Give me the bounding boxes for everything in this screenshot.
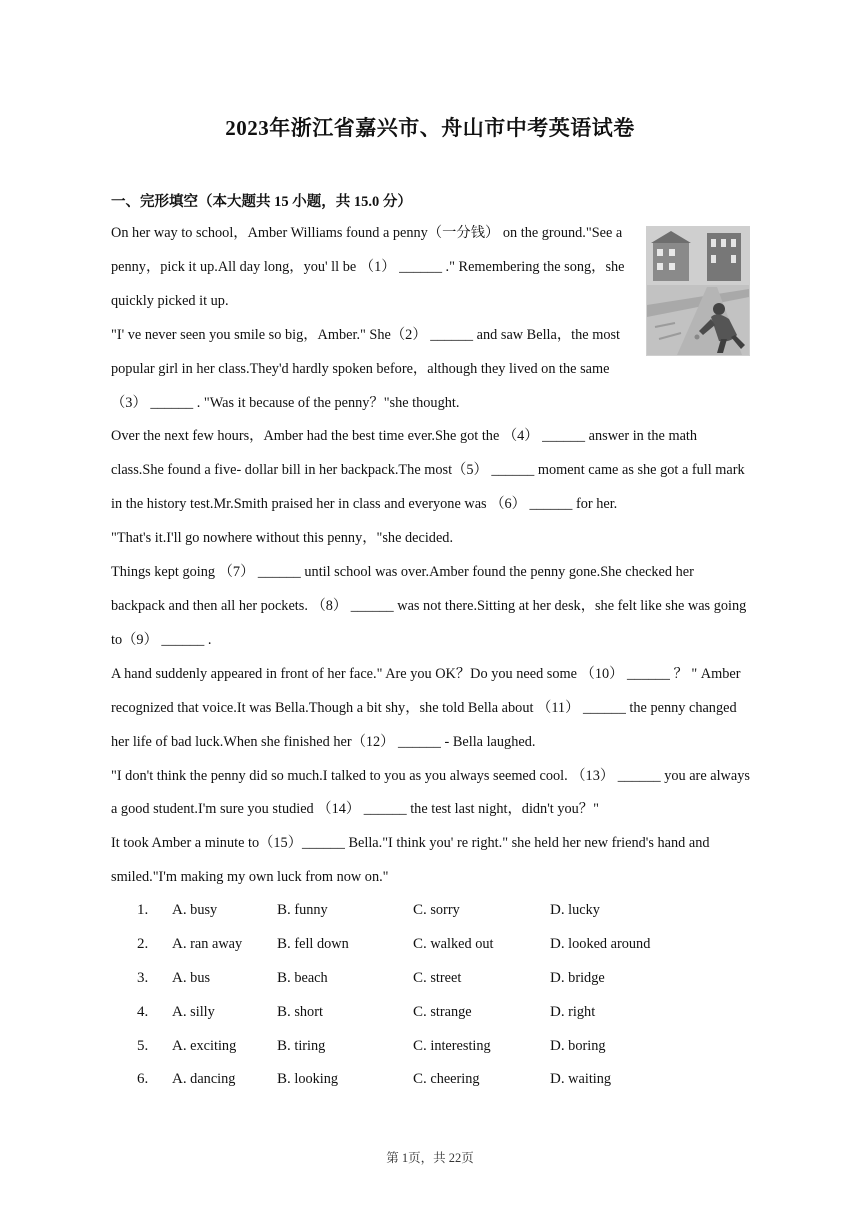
option-d[interactable]: D. boring: [550, 1037, 606, 1054]
passage-paragraph: "That's it.I'll go nowhere without this penny，"she decided.: [111, 530, 454, 547]
question-number: 5.: [137, 1037, 149, 1054]
question-number: 3.: [137, 969, 149, 986]
option-d[interactable]: D. looked around: [550, 935, 651, 952]
option-a[interactable]: A. dancing: [172, 1071, 236, 1088]
option-c[interactable]: C. street: [413, 969, 462, 986]
option-a[interactable]: A. busy: [172, 902, 218, 918]
option-c[interactable]: C. cheering: [413, 1071, 480, 1088]
section-heading: 一、完形填空（本大题共 15 小题，共 15.0 分）: [111, 194, 412, 210]
option-a[interactable]: A. bus: [172, 969, 211, 986]
question-number: 2.: [137, 935, 149, 952]
passage-paragraph: "I don't think the penny did so much.I talked to you as you always seemed cool. （13） ______ you are always a good student.I'm sure you studied （14） ______ the test last night，didn't you？": [111, 767, 750, 818]
answer-options: [111, 894, 751, 1097]
question-number: 4.: [137, 1003, 149, 1020]
passage-paragraph: It took Amber a minute to（15）______ Bella."I think you' re right." she held her new friend's hand and smiled."I'm making my own luck from now on.": [111, 835, 710, 886]
option-d[interactable]: D. waiting: [550, 1071, 612, 1088]
question-row: [111, 1030, 751, 1064]
question-number: 1.: [137, 902, 149, 918]
question-row: [111, 962, 751, 996]
passage-paragraph: Over the next few hours，Amber had the best time ever.She got the （4） ______ answer in the math class.She found a five- dollar bill in her backpack.The most（5） ______ moment came as she got a full mark in the history test.Mr.Smith praised her in class and everyone was （6） ______ for her.: [111, 428, 745, 513]
option-b[interactable]: B. fell down: [277, 935, 349, 952]
option-c[interactable]: C. strange: [413, 1003, 472, 1020]
option-b[interactable]: B. tiring: [277, 1037, 326, 1054]
passage-paragraph: On her way to school，Amber Williams found a penny（一分钱） on the ground."See a penny，pick it up.All day long，you' ll be （1） ______ ." Remembering the song，she quickly picked it up.: [111, 225, 625, 309]
question-row: [111, 928, 751, 962]
passage-paragraph: A hand suddenly appeared in front of her face." Are you OK？Do you need some （10） ______ ？ " Amber recognized that voice.It was Bella.Though a bit shy，she told Bella about （11） ______ the penny changed her life of bad luck.When she finished her（12） ______ - Bella laughed.: [111, 665, 741, 750]
option-b[interactable]: B. short: [277, 1003, 323, 1020]
option-b[interactable]: B. looking: [277, 1071, 339, 1088]
passage-paragraph: Things kept going （7） ______ until school was over.Amber found the penny gone.She checked her backpack and then all her pockets. （8） ______ was not there.Sitting at her desk，she felt like she was going to（9） ______ .: [111, 564, 747, 648]
option-b[interactable]: B. funny: [277, 902, 328, 918]
option-c[interactable]: C. interesting: [413, 1037, 491, 1054]
passage-paragraph: "I' ve never seen you smile so big，Amber." She（2） ______ and saw Bella，the most popular girl in her class.They'd hardly spoken before，although they lived on the same （3） ______ . "Was it because of the penny？"she thought.: [111, 326, 620, 411]
option-d[interactable]: D. lucky: [550, 902, 600, 918]
page-title: 2023年浙江省嘉兴市、舟山市中考英语试卷: [225, 116, 635, 140]
question-row: [111, 996, 751, 1030]
page-footer: 第 1页，共 22页: [386, 1151, 474, 1165]
question-row: [111, 894, 751, 928]
option-a[interactable]: A. silly: [172, 1003, 215, 1020]
option-a[interactable]: A. exciting: [172, 1037, 237, 1054]
option-c[interactable]: C. walked out: [413, 935, 494, 952]
option-a[interactable]: A. ran away: [172, 935, 243, 952]
option-c[interactable]: C. sorry: [413, 902, 460, 918]
option-b[interactable]: B. beach: [277, 969, 328, 986]
passage: [111, 217, 751, 895]
question-number: 6.: [137, 1071, 149, 1088]
question-row: [111, 1063, 751, 1097]
option-d[interactable]: D. bridge: [550, 969, 605, 986]
option-d[interactable]: D. right: [550, 1003, 596, 1020]
